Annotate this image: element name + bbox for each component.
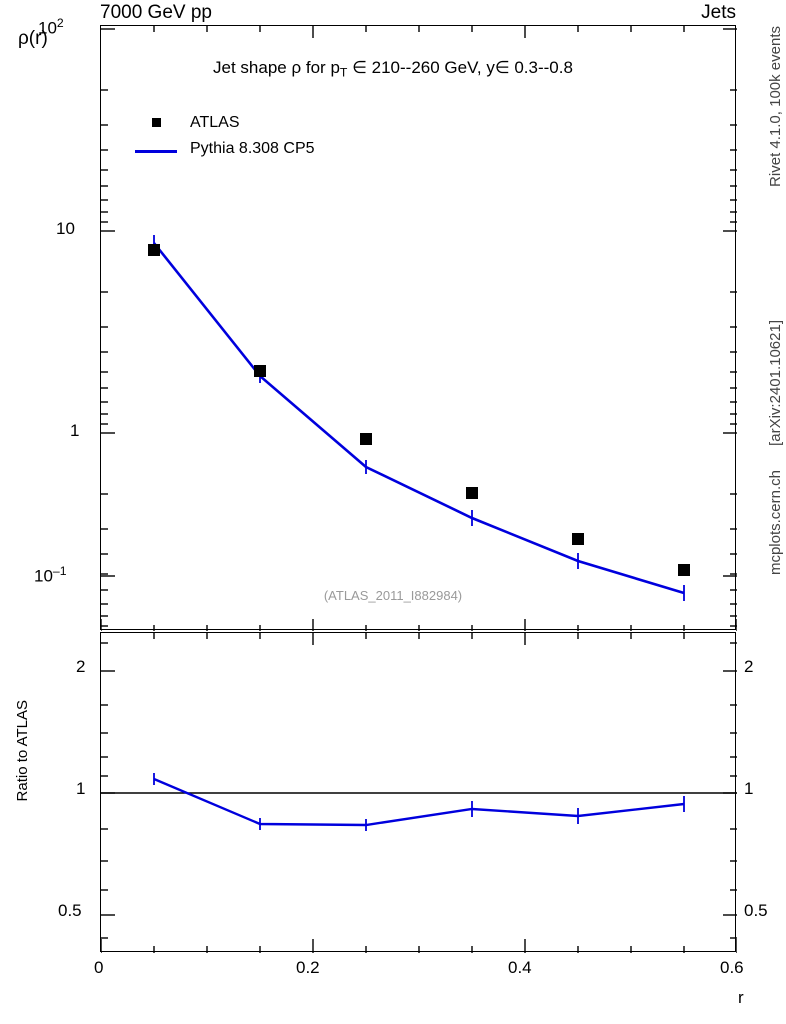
title-sub-t: T <box>339 65 348 80</box>
top-axis-ticks <box>154 26 684 38</box>
bottom-axis-ticks <box>101 619 737 631</box>
ratio-plot-panel <box>100 632 736 952</box>
ratio-bottom-ticks <box>101 939 737 953</box>
legend-label-pythia: Pythia 8.308 CP5 <box>190 140 315 157</box>
title-rho: ρ <box>291 58 302 77</box>
y-axis-label-main: ρ(r) <box>18 28 48 49</box>
y-tick-main-3: $10^{-1}$ <box>34 564 67 586</box>
y-tick-main-2: 1 <box>70 421 80 440</box>
y-tick-ratio-left-0: 2 <box>76 657 86 676</box>
y-tick-ratio-right-1: 1 <box>744 779 754 798</box>
main-plot-svg <box>101 26 737 631</box>
series-pythia-errorbars <box>154 235 684 601</box>
x-axis-label: r <box>738 988 744 1007</box>
rivet-caption: Rivet 4.1.0, 100k events <box>767 26 784 187</box>
y-tick-main-1: 10 <box>56 219 75 238</box>
y-axis-label-ratio: Ratio to ATLAS <box>14 700 31 802</box>
ratio-top-ticks <box>154 633 684 645</box>
y-tick-ratio-left-1: 1 <box>76 779 86 798</box>
ratio-right-ticks <box>723 643 737 938</box>
header-right-label: Jets <box>701 2 736 23</box>
legend-label-atlas: ATLAS <box>190 114 240 131</box>
x-tick-3: 0.6 <box>720 958 744 977</box>
header-left-label: 7000 GeV pp <box>100 2 212 23</box>
y-tick-ratio-right-2: 0.5 <box>744 901 768 920</box>
arxiv-caption: [arXiv:2401.10621] <box>767 320 784 446</box>
y-tick-main-0: $10^2$ <box>38 16 64 38</box>
series-atlas-points <box>148 244 690 576</box>
x-tick-0: 0 <box>94 958 104 977</box>
title-part-1: Jet shape <box>213 58 292 77</box>
right-axis-ticks <box>723 29 737 626</box>
ratio-series-errorbars <box>154 773 684 831</box>
title-part-3: ∈ 210--260 GeV, y∈ 0.3--0.8 <box>347 58 573 77</box>
title-part-2: for p <box>301 58 340 77</box>
x-tick-1: 0.2 <box>296 958 320 977</box>
y-tick-ratio-left-2: 0.5 <box>58 901 82 920</box>
main-plot-panel <box>100 25 736 630</box>
left-axis-ticks <box>101 29 115 626</box>
ratio-plot-svg <box>101 633 737 953</box>
analysis-id-watermark: (ATLAS_2011_I882984) <box>323 588 463 603</box>
ratio-left-ticks <box>101 643 115 938</box>
ratio-series-line <box>154 779 684 825</box>
x-tick-2: 0.4 <box>508 958 532 977</box>
y-tick-ratio-right-0: 2 <box>744 657 754 676</box>
mcplots-caption: mcplots.cern.ch <box>767 470 784 576</box>
series-pythia-line <box>154 243 684 593</box>
